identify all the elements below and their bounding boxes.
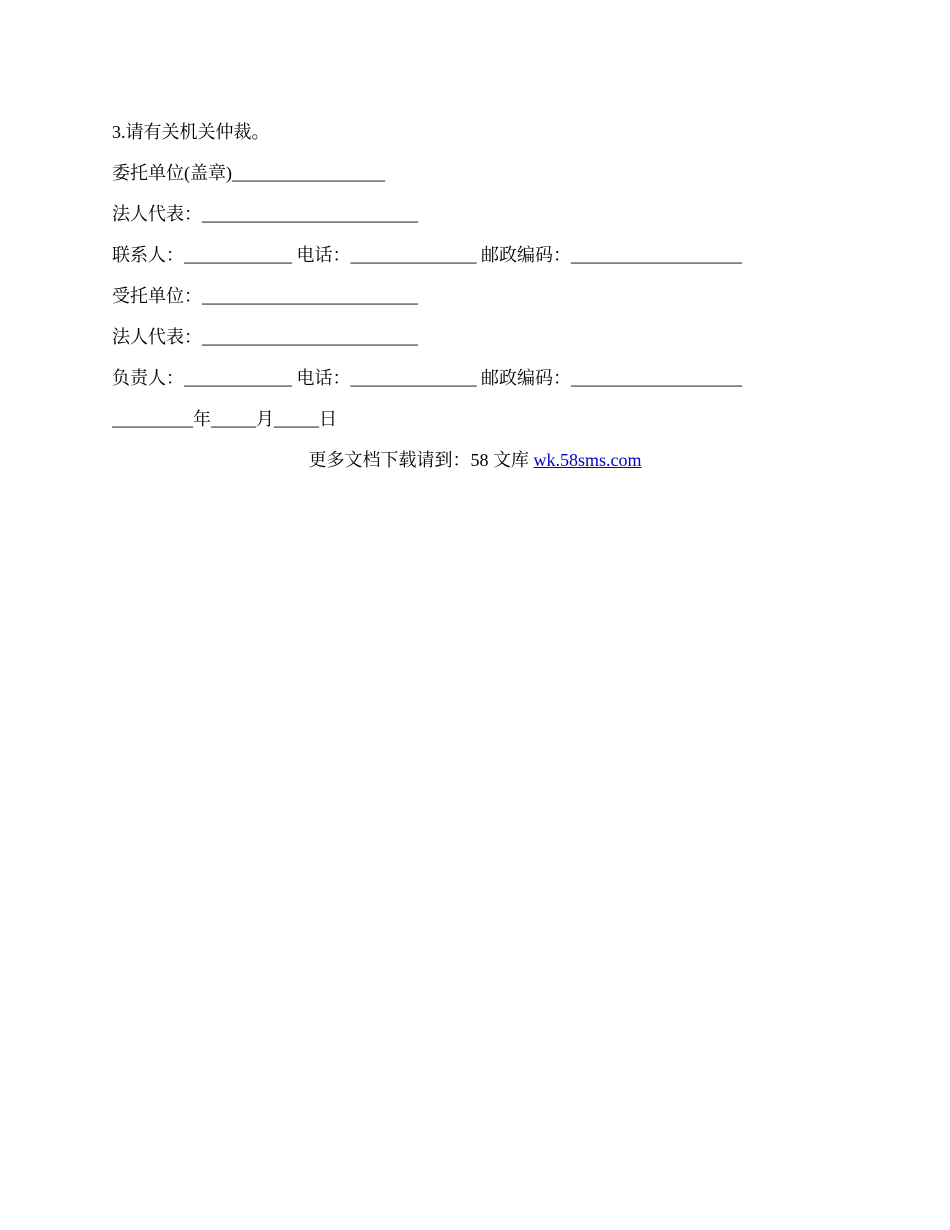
entrusting-party-line: 委托单位(盖章)_________________ (112, 163, 385, 183)
responsible-phone-postcode-line: 负责人：____________ 电话：______________ 邮政编码：___________________ (112, 368, 742, 388)
footer-download-note (112, 440, 838, 481)
footer-link[interactable]: wk.58sms.com (533, 450, 642, 470)
document-body (112, 112, 838, 481)
legal-representative-line-2: 法人代表：________________________ (112, 327, 418, 347)
footer-text: 更多文档下载请到：58 文库 (308, 450, 534, 470)
clause-arbitration: 3.请有关机关仲裁。 (112, 122, 270, 142)
contact-phone-postcode-line: 联系人：____________ 电话：______________ 邮政编码：___________________ (112, 245, 742, 265)
legal-representative-line-1: 法人代表：________________________ (112, 204, 418, 224)
date-line: _________年_____月_____日 (112, 409, 337, 429)
entrusted-party-line: 受托单位：________________________ (112, 286, 418, 306)
